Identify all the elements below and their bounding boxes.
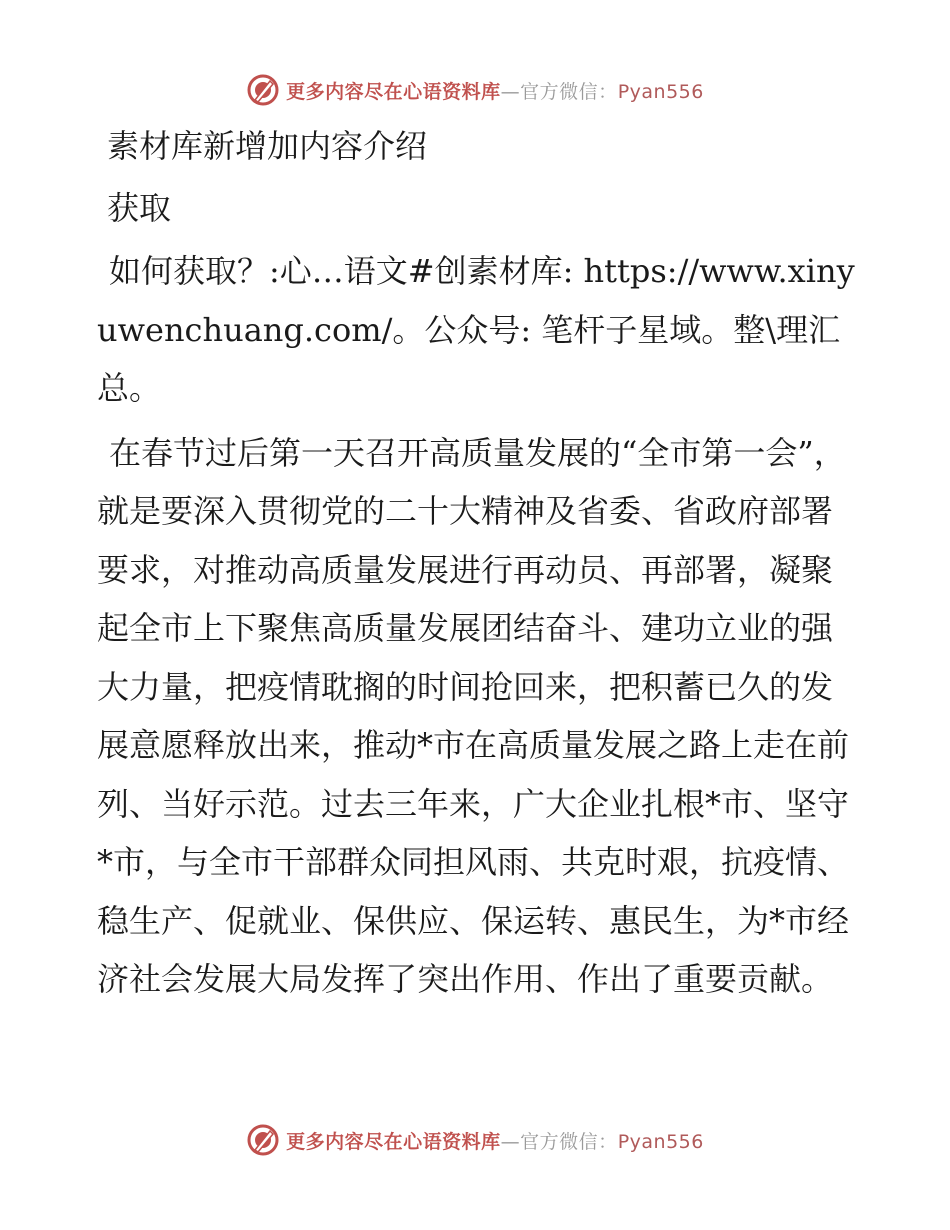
banner-text (286, 1127, 704, 1154)
banner-dash: — (500, 1130, 521, 1153)
document-subtitle: 获取 (107, 189, 172, 227)
banner-text (286, 77, 704, 104)
quill-logo-icon (246, 73, 280, 107)
banner-wechat-id: Pyan556 (617, 80, 704, 103)
quill-logo-icon (246, 1123, 280, 1157)
banner-wechat-id: Pyan556 (617, 1130, 704, 1153)
document-body (97, 118, 857, 1015)
banner-official-label: 官方微信： (520, 80, 618, 103)
banner-official-label: 官方微信： (520, 1130, 618, 1153)
document-title: 素材库新增加内容介绍 (107, 127, 428, 165)
access-info-paragraph: 如何获取？:心…语文#创素材库: https://www.xinyuwenchuang.com/。公众号: 笔杆子星域。整\理汇总。 (97, 252, 855, 407)
banner-brand-text: 更多内容尽在心语资料库 (286, 1130, 501, 1153)
footer-watermark-banner (0, 1120, 950, 1160)
body-paragraph: 在春节过后第一天召开高质量发展的“全市第一会”，就是要深入贯彻党的二十大精神及省委、省政府部署要求，对推动高质量发展进行再动员、再部署，凝聚起全市上下聚焦高质量发展团结奋斗、建功立业的强大力量，把疫情耽搁的时间抢回来，把积蓄已久的发展意愿释放出来，推动*市在高质量发展之路上走在前列、当好示范。过去三年来，广大企业扎根*市、坚守*市，与全市干部群众同担风雨、共克时艰，抗疫情、稳生产、促就业、保供应、保运转、惠民生，为*市经济社会发展大局发挥了突出作用、作出了重要贡献。 (97, 433, 850, 998)
header-watermark-banner (0, 70, 950, 110)
banner-dash: — (500, 80, 521, 103)
banner-brand-text: 更多内容尽在心语资料库 (286, 80, 501, 103)
